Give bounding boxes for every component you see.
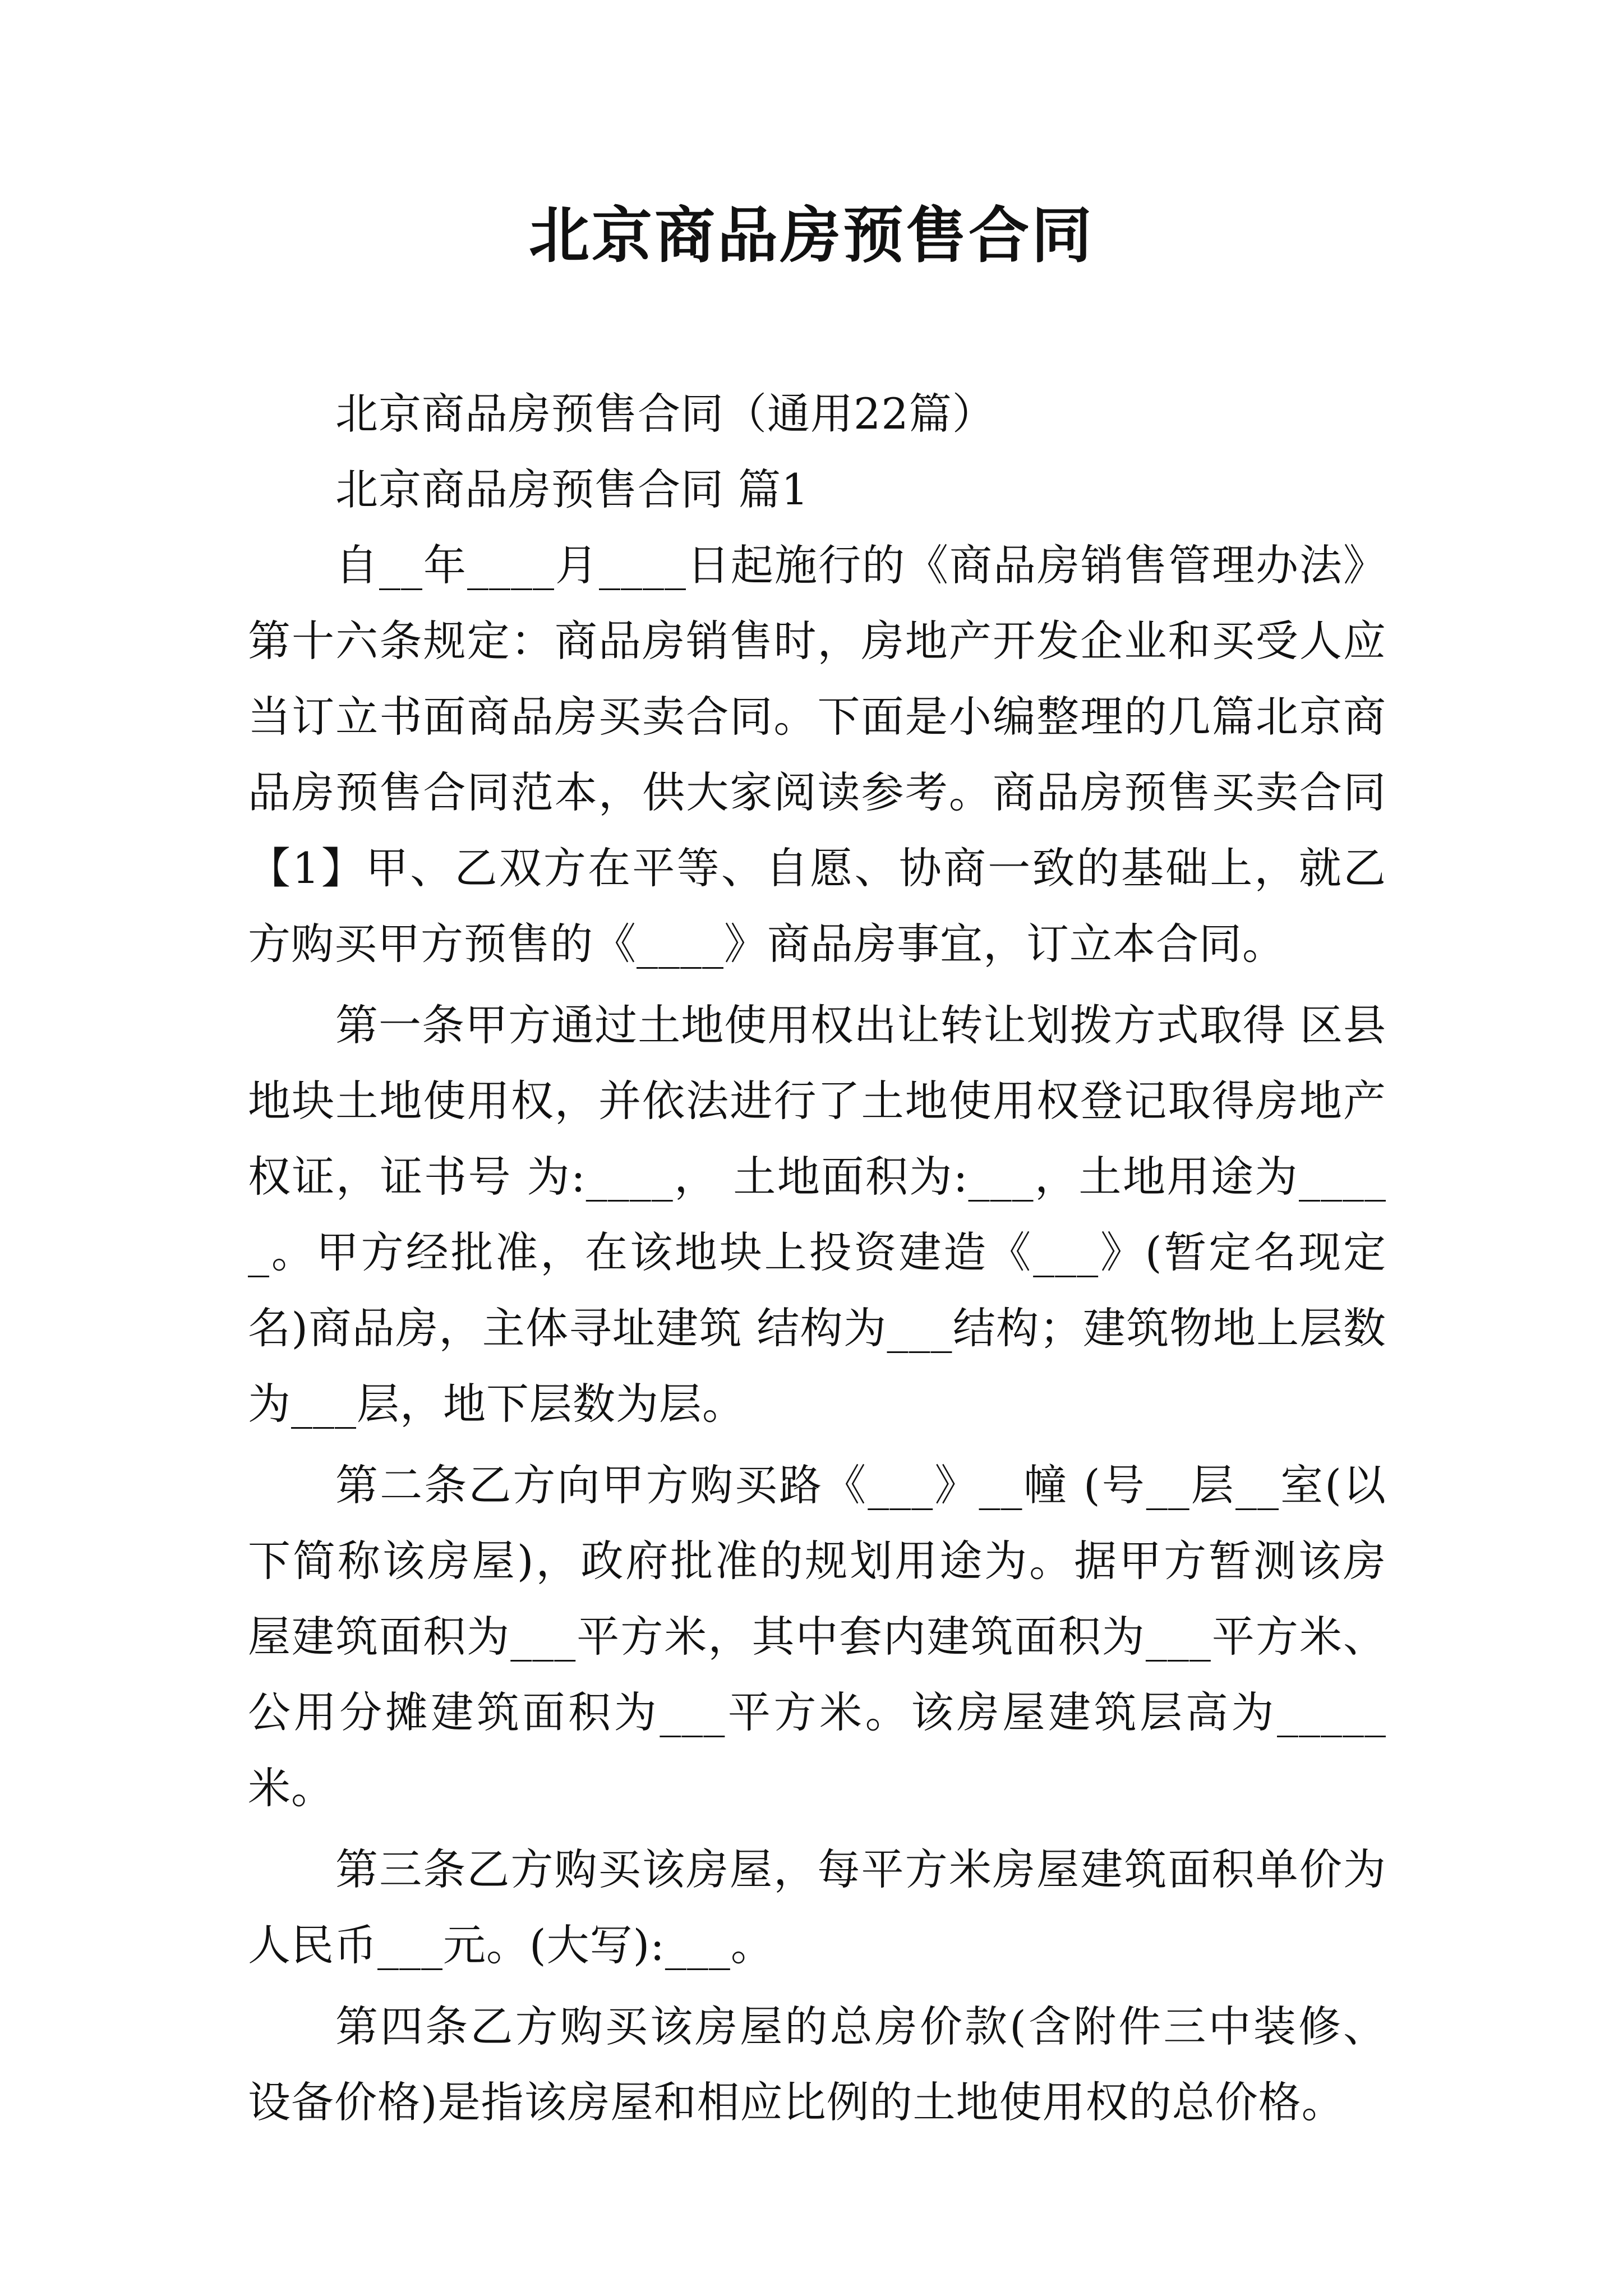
document-body: [248, 376, 1386, 2140]
paragraph-intro: 自__年____月____日起施行的《商品房销售管理办法》第十六条规定：商品房销售时，房地产开发企业和买受人应当订立书面商品房买卖合同。下面是小编整理的几篇北京商品房预售合同范本，供大家阅读参考。商品房预售买卖合同【1】甲、乙双方在平等、自愿、协商一致的基础上，就乙方购买甲方预售的《____》商品房事宜，订立本合同。: [248, 540, 1386, 969]
paragraph-subtitle: 北京商品房预售合同（通用22篇）: [335, 389, 995, 439]
paragraph-article-1: 第一条甲方通过土地使用权出让转让划拨方式取得 区县地块土地使用权，并依法进行了土地使用权登记取得房地产权证，证书号 为:____， 土地面积为:___，土地用途为_____。甲方经批准，在该地块上投资建造《___》(暂定名现定名)商品房，主体寻址建筑 结构为___结构；建筑物地上层数为___层，地下层数为层。: [248, 1000, 1386, 1429]
document-title: 北京商品房预售合同: [528, 200, 1094, 271]
paragraph-section-heading: 北京商品房预售合同 篇1: [335, 464, 809, 514]
paragraph-article-4: 第四条乙方购买该房屋的总房价款(含附件三中装修、设备价格)是指该房屋和相应比例的土地使用权的总价格。: [248, 2001, 1386, 2127]
paragraph-article-3: 第三条乙方购买该房屋，每平方米房屋建筑面积单价为人民币___元。(大写):___。: [248, 1844, 1386, 1970]
paragraph-article-2: 第二条乙方向甲方购买路《___》__幢 (号__层__室(以下简称该房屋)，政府批准的规划用途为。据甲方暂测该房屋建筑面积为___平方米，其中套内建筑面积为___平方米、公用分摊建筑面积为___平方米。该房屋建筑层高为_____米。: [248, 1460, 1386, 1813]
